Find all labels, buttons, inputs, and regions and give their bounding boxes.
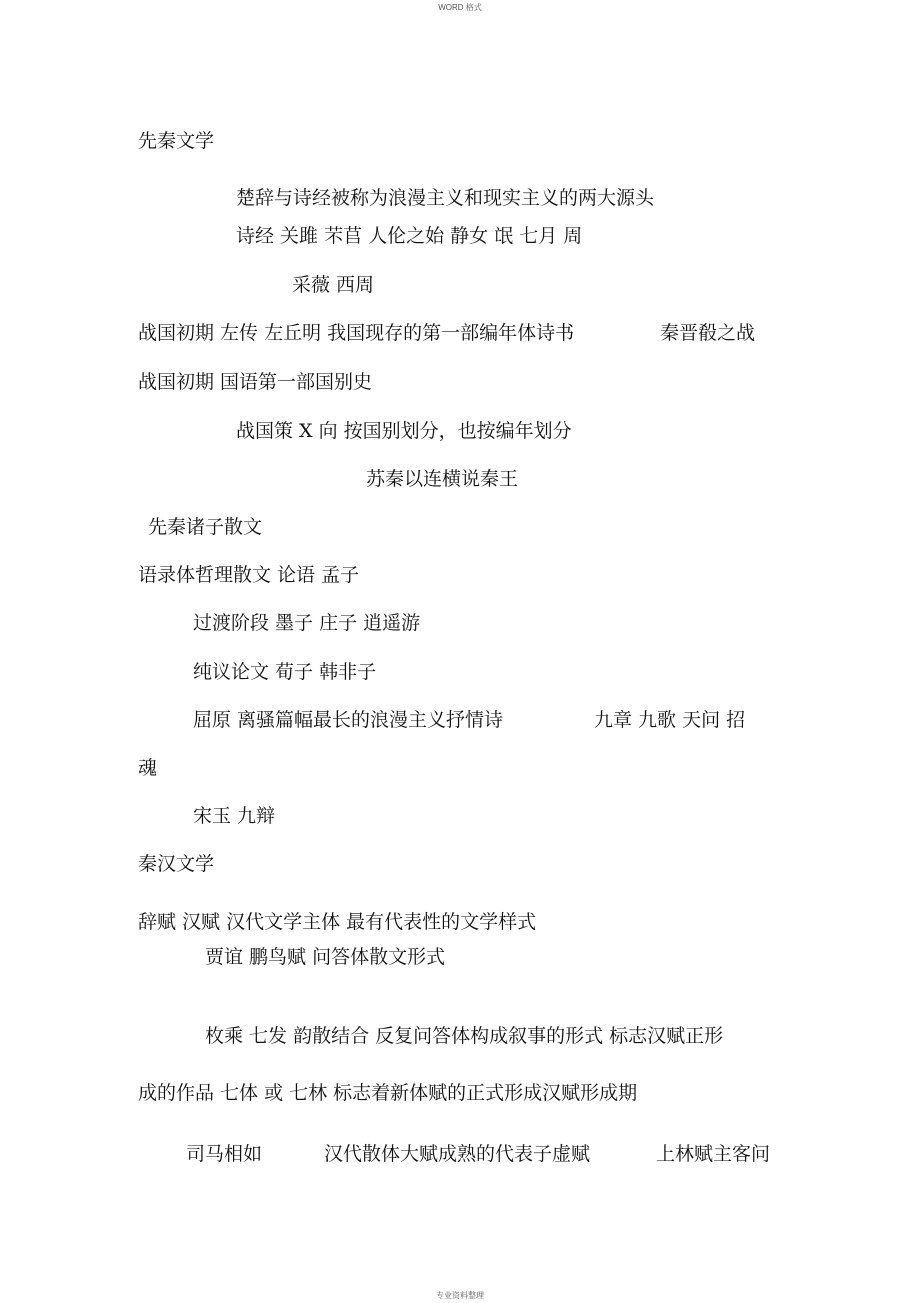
text-line: 屈原 离骚篇幅最长的浪漫主义抒情诗 <box>193 709 504 731</box>
text-line: 苏秦以连横说秦王 <box>366 468 519 490</box>
text-line: 汉代散体大赋成熟的代表子虚赋 <box>324 1143 591 1165</box>
section-heading-pre-qin: 先秦文学 <box>138 130 215 152</box>
text-line: 辞赋 汉赋 汉代文学主体 最有代表性的文学样式 <box>138 911 537 933</box>
text-line: 采薇 西周 <box>292 274 375 296</box>
text-line: 语录体哲理散文 论语 孟子 <box>138 564 360 586</box>
text-line: 成的作品 七体 或 七林 标志着新体赋的正式形成汉赋形成期 <box>138 1082 638 1104</box>
text-line: 纯议论文 荀子 韩非子 <box>193 661 377 683</box>
text-line: 楚辞与诗经被称为浪漫主义和现实主义的两大源头 <box>236 187 655 209</box>
text-line: 上林赋主客问 <box>656 1143 771 1165</box>
section-heading-qin-han: 秦汉文学 <box>138 853 215 875</box>
page-header: WORD 格式 <box>438 3 482 12</box>
text-line: 魂 <box>138 757 158 779</box>
text-line: 贾谊 鹏鸟赋 问答体散文形式 <box>205 946 446 968</box>
text-line: 战国初期 国语第一部国别史 <box>138 371 373 393</box>
text-line: 九章 九歌 天问 招 <box>594 709 746 731</box>
section-heading-zhuzi: 先秦诸子散文 <box>148 516 263 538</box>
text-line: 秦晋殽之战 <box>660 322 756 344</box>
text-line: 诗经 关雎 芣苢 人伦之始 静女 氓 七月 周 <box>236 225 583 247</box>
text-line: 战国策 X 向 按国别划分，也按编年划分 <box>236 420 572 442</box>
text-line: 战国初期 左传 左丘明 我国现存的第一部编年体诗书 <box>138 322 575 344</box>
text-line: 司马相如 <box>186 1143 263 1165</box>
page-footer: 专业资料整理 <box>436 1291 484 1300</box>
text-line: 宋玉 九辩 <box>193 805 276 827</box>
text-line: 枚乘 七发 韵散结合 反复问答体构成叙事的形式 标志汉赋正形 <box>205 1025 724 1047</box>
text-line: 过渡阶段 墨子 庄子 逍遥游 <box>193 612 421 634</box>
